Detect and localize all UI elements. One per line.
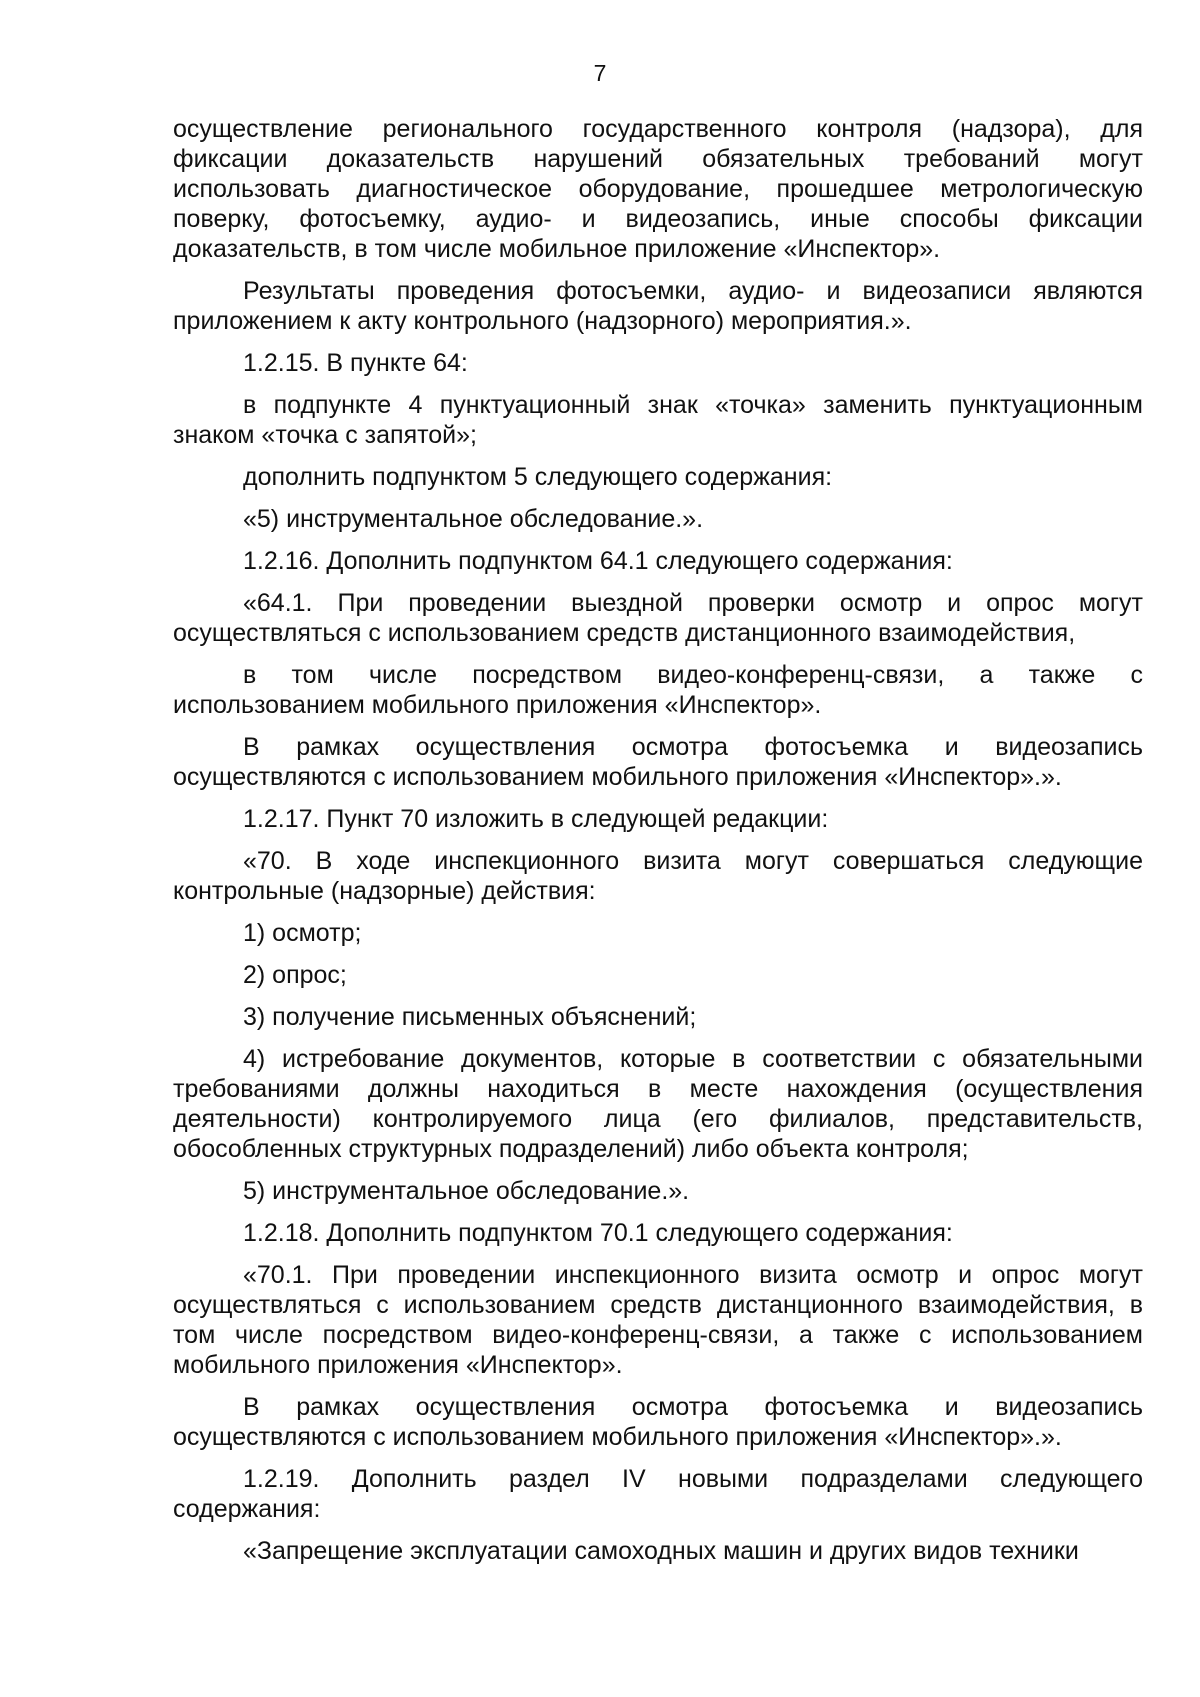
list-item-written-explanations: 3) получение письменных объяснений; bbox=[243, 1003, 697, 1031]
list-item-inspection: 1) осмотр; bbox=[243, 919, 362, 947]
paragraph-inspection-photo-video-2: В рамках осуществления осмотра фотосъемка и видеозапись осуществляются с использованием мобильного приложения «Инспектор».». bbox=[173, 1393, 1143, 1451]
paragraph-1-2-15: 1.2.15. В пункте 64: bbox=[243, 349, 468, 377]
paragraph-1-2-19: 1.2.19. Дополнить раздел IV новыми подразделами следующего содержания: bbox=[173, 1465, 1143, 1523]
paragraph-inspection-photo-video: В рамках осуществления осмотра фотосъемка и видеозапись осуществляются с использованием мобильного приложения «Инспектор».». bbox=[173, 733, 1143, 791]
paragraph-70: «70. В ходе инспекционного визита могут совершаться следующие контрольные (надзорные) действия: bbox=[173, 847, 1143, 905]
paragraph-results-appendix: Результаты проведения фотосъемки, аудио- и видеозаписи являются приложением к акту контрольного (надзорного) мероприятия.». bbox=[173, 277, 1143, 335]
paragraph-1-2-18: 1.2.18. Дополнить подпунктом 70.1 следующего содержания: bbox=[243, 1219, 953, 1247]
paragraph-70-1: «70.1. При проведении инспекционного визита осмотр и опрос могут осуществляться с использованием средств дистанционного взаимодействия, в том числе посредством видео-конференц-связи, а также с использованием мобильного приложения «Инспектор». bbox=[173, 1261, 1143, 1379]
paragraph-1-2-16: 1.2.16. Дополнить подпунктом 64.1 следующего содержания: bbox=[243, 547, 953, 575]
list-item-survey: 2) опрос; bbox=[243, 961, 347, 989]
paragraph-subpoint-4-punctuation: в подпункте 4 пунктуационный знак «точка» заменить пунктуационным знаком «точка с запятой»; bbox=[173, 391, 1143, 449]
document-body bbox=[173, 114, 1143, 1578]
list-item-document-request: 4) истребование документов, которые в соответствии с обязательными требованиями должны находиться в месте нахождения (осуществления деятельности) контролируемого лица (его филиалов, представительств, обособленных структурных подразделений) либо объекта контроля; bbox=[173, 1045, 1143, 1163]
paragraph-1-2-17: 1.2.17. Пункт 70 изложить в следующей редакции: bbox=[243, 805, 829, 833]
paragraph-prohibition-heading: «Запрещение эксплуатации самоходных машин и других видов техники bbox=[243, 1537, 1079, 1565]
paragraph-vks-inspector: в том числе посредством видео-конференц-связи, а также с использованием мобильного приложения «Инспектор». bbox=[173, 661, 1143, 719]
paragraph-add-subpoint-5: дополнить подпунктом 5 следующего содержания: bbox=[243, 463, 833, 491]
list-item-instrumental-survey: 5) инструментальное обследование.». bbox=[243, 1177, 690, 1205]
paragraph-fixation-evidence: осуществление регионального государственного контроля (надзора), для фиксации доказательств нарушений обязательных требований могут использовать диагностическое оборудование, прошедшее метрологическую поверку, фотосъемку, аудио- и видеозапись, иные способы фиксации доказательств, в том числе мобильное приложение «Инспектор». bbox=[173, 115, 1143, 263]
paragraph-instrumental-survey: «5) инструментальное обследование.». bbox=[243, 505, 704, 533]
paragraph-64-1: «64.1. При проведении выездной проверки осмотр и опрос могут осуществляться с использованием средств дистанционного взаимодействия, bbox=[173, 589, 1143, 647]
page-number: 7 bbox=[593, 60, 607, 86]
